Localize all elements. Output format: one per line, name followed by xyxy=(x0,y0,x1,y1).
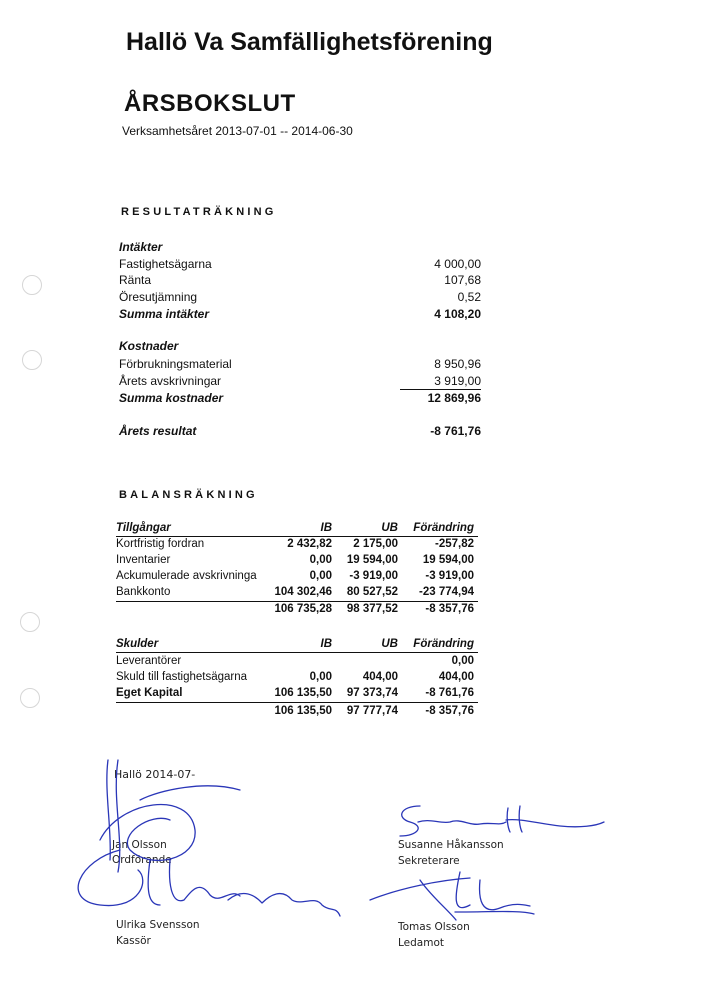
signer-role: Ledamot xyxy=(398,937,444,949)
signer-role: Kassör xyxy=(116,935,151,947)
row-ib: 0,00 xyxy=(309,554,332,566)
row-ib: 2 432,82 xyxy=(287,538,332,550)
row-ib: 0,00 xyxy=(309,671,332,683)
table-rule xyxy=(116,601,478,602)
signer-name: Jan Olsson xyxy=(112,839,167,851)
total-ib: 106 735,28 xyxy=(274,603,332,615)
row-change: -3 919,00 xyxy=(425,570,474,582)
expense-amount: 8 950,96 xyxy=(434,357,481,371)
table-row xyxy=(116,671,478,686)
income-statement-heading: RESULTATRÄKNING xyxy=(121,206,277,218)
signature-place-date: Hallö 2014-07- xyxy=(114,768,196,781)
row-label: Leverantörer xyxy=(116,655,182,667)
income-label: Fastighetsägarna xyxy=(119,257,212,271)
row-change: -257,82 xyxy=(434,538,474,550)
expense-row xyxy=(119,374,481,390)
row-ub: 404,00 xyxy=(362,671,398,683)
row-change: 404,00 xyxy=(438,671,474,683)
result-row xyxy=(119,424,481,440)
document-title: ÅRSBOKSLUT xyxy=(124,90,296,117)
income-row xyxy=(119,273,481,289)
income-label: Öresutjämning xyxy=(119,290,198,304)
signer-name: Tomas Olsson xyxy=(398,921,470,933)
income-heading-row xyxy=(119,240,481,256)
income-amount: 0,52 xyxy=(457,290,481,304)
expense-total-label: Summa kostnader xyxy=(119,391,224,405)
signature-tomas-olsson xyxy=(370,872,534,920)
row-change: -8 761,76 xyxy=(425,687,474,699)
column-ib: IB xyxy=(320,638,332,650)
income-total-label: Summa intäkter xyxy=(119,307,210,321)
expense-label: Förbrukningsmaterial xyxy=(119,357,232,371)
total-ub: 98 377,52 xyxy=(346,603,398,615)
column-change: Förändring xyxy=(413,522,474,534)
row-ub: 97 373,74 xyxy=(346,687,398,699)
table-row xyxy=(116,586,478,601)
signer-name: Susanne Håkansson xyxy=(398,839,504,851)
assets-total-row xyxy=(116,603,478,618)
income-total-amount: 4 108,20 xyxy=(434,307,481,321)
row-ub: 19 594,00 xyxy=(346,554,398,566)
total-ib: 106 135,50 xyxy=(274,705,332,717)
organization-name: Hallö Va Samfällighetsförening xyxy=(126,28,493,56)
punch-hole xyxy=(20,688,40,708)
table-rule xyxy=(116,536,478,537)
income-heading: Intäkter xyxy=(119,240,163,254)
assets-heading: Tillgångar xyxy=(116,522,171,534)
expense-label: Årets avskrivningar xyxy=(119,374,222,388)
punch-hole xyxy=(22,350,42,370)
subtotal-rule xyxy=(400,389,481,390)
row-ib: 0,00 xyxy=(309,570,332,582)
row-ub: -3 919,00 xyxy=(349,570,398,582)
income-row xyxy=(119,290,481,306)
expense-total-row xyxy=(119,391,481,407)
row-label: Skuld till fastighetsägarna xyxy=(116,671,248,683)
result-label: Årets resultat xyxy=(119,424,197,438)
income-total-row xyxy=(119,307,481,323)
income-amount: 107,68 xyxy=(444,273,481,287)
total-change: -8 357,76 xyxy=(425,705,474,717)
income-label: Ränta xyxy=(119,273,152,287)
income-amount: 4 000,00 xyxy=(434,257,481,271)
signature-susanne-hakansson xyxy=(400,806,604,836)
balance-sheet-heading: BALANSRÄKNING xyxy=(119,489,258,501)
signer-role: Sekreterare xyxy=(398,855,460,867)
column-ub: UB xyxy=(381,638,398,650)
table-row xyxy=(116,554,478,569)
liabilities-heading: Skulder xyxy=(116,638,159,650)
row-change: 19 594,00 xyxy=(422,554,474,566)
row-ib: 104 302,46 xyxy=(274,586,332,598)
row-ub: 2 175,00 xyxy=(353,538,398,550)
row-change: -23 774,94 xyxy=(419,586,474,598)
expense-heading: Kostnader xyxy=(119,339,179,353)
row-ib: 106 135,50 xyxy=(274,687,332,699)
signer-name: Ulrika Svensson xyxy=(116,919,200,931)
result-amount: -8 761,76 xyxy=(430,424,481,438)
table-row xyxy=(116,687,478,702)
punch-hole xyxy=(20,612,40,632)
column-ib: IB xyxy=(320,522,332,534)
total-ub: 97 777,74 xyxy=(346,705,398,717)
income-row xyxy=(119,257,481,273)
row-label: Inventarier xyxy=(116,554,171,566)
table-row xyxy=(116,570,478,585)
expense-row xyxy=(119,357,481,373)
liabilities-total-row xyxy=(116,705,478,720)
fiscal-period: Verksamhetsåret 2013-07-01 -- 2014-06-30 xyxy=(122,124,353,138)
row-label: Kortfristig fordran xyxy=(116,538,205,550)
table-rule xyxy=(116,652,478,653)
liabilities-header-row xyxy=(116,638,478,653)
total-change: -8 357,76 xyxy=(425,603,474,615)
table-row xyxy=(116,655,478,670)
expense-total-amount: 12 869,96 xyxy=(427,391,481,405)
row-change: 0,00 xyxy=(451,655,474,667)
expense-amount: 3 919,00 xyxy=(434,374,481,388)
column-ub: UB xyxy=(381,522,398,534)
row-label: Ackumulerade avskrivninga xyxy=(116,570,257,582)
row-label: Eget Kapital xyxy=(116,687,183,699)
assets-header-row xyxy=(116,522,478,537)
signer-role: Ordförande xyxy=(112,854,172,866)
expense-heading-row xyxy=(119,339,481,355)
punch-hole xyxy=(22,275,42,295)
column-change: Förändring xyxy=(413,638,474,650)
table-rule xyxy=(116,702,478,703)
row-label: Bankkonto xyxy=(116,586,171,598)
row-ub: 80 527,52 xyxy=(346,586,398,598)
table-row xyxy=(116,538,478,553)
